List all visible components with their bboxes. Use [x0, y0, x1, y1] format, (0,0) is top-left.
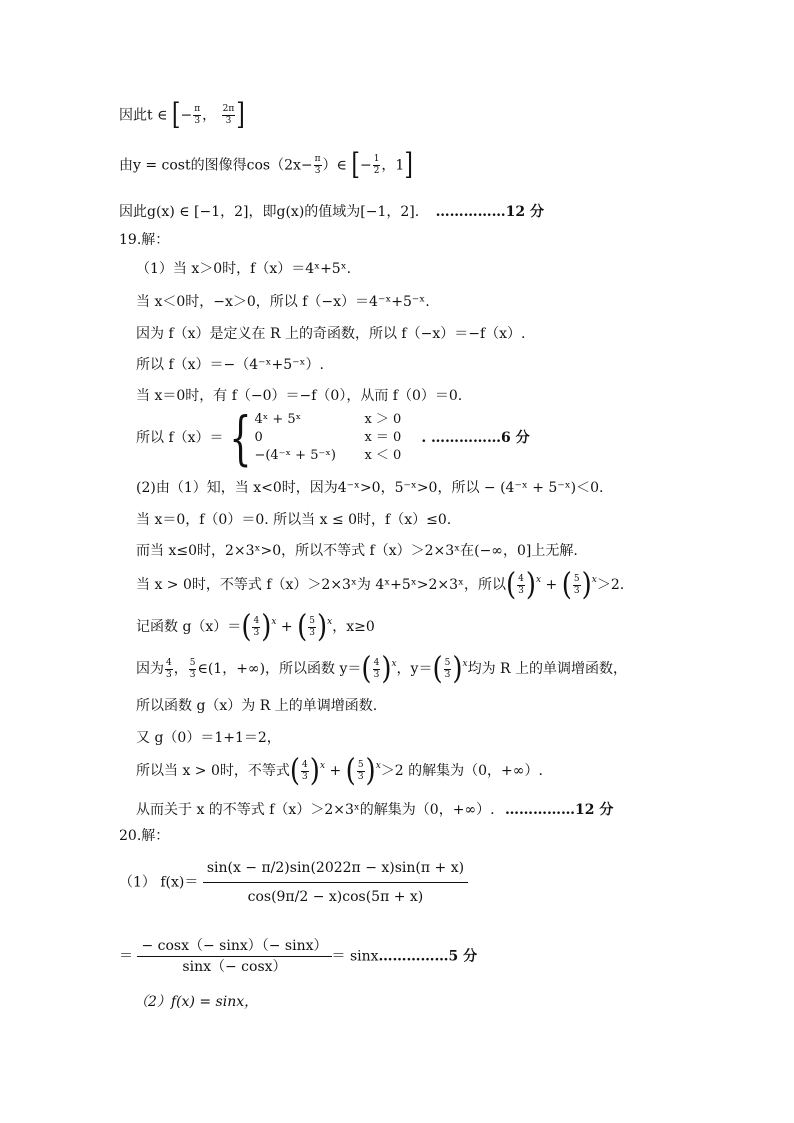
piecewise-cases: 4ˣ + 5ˣ x ＞ 0 0 x ＝ 0 −(4⁻ˣ + 5⁻ˣ) x ＜ 0 — [254, 412, 402, 463]
score-6: . ……………6 分 — [421, 430, 530, 446]
q19-step-9: 而当 x≤0时，2×3ˣ>0，所以不等式 f（x）＞2×3ˣ在(−∞，0]上无解. — [136, 543, 578, 559]
q19-step-3: 因为 f（x）是定义在 R 上的奇函数，所以 f（−x）＝−f（x）. — [136, 326, 526, 342]
frac-1-2: $\frac{1}{2}$ — [373, 154, 380, 176]
frac-pi-3b: $\frac{\pi}{3}$ — [314, 154, 321, 176]
frac-2pi-3: $\frac{2\pi}{3}$ — [222, 104, 235, 126]
q19-step-15: 所以当 x > 0时，不等式( $\frac{4}{3}$ )$^x$ + ( $\frac{5}{3}$ )$^x$＞2 的解集为（0，+∞）. — [136, 753, 543, 789]
q19-step-4: 所以 f（x）＝−（4⁻ˣ+5⁻ˣ）. — [136, 357, 324, 373]
bracket-left-2: [ — [351, 147, 360, 182]
q19-piecewise — [136, 404, 530, 472]
q20-step-3: （2）f(x) = sinx， — [134, 994, 259, 1010]
t-range-prefix: 因此t ∈ — [119, 107, 168, 124]
line-gx-range — [119, 202, 544, 222]
step11-suffix: ，x≥0 — [332, 619, 375, 635]
score-12-b: ……………12 分 — [505, 802, 614, 818]
step10-prefix: 当 x > 0时，不等式 f（x）＞2×3ˣ为 4ˣ+5ˣ>2×3ˣ，所以 — [136, 577, 506, 593]
q20-simplified-fraction: $\frac{- \cos x(- \sin x)(- \sin x)}{\sin x(- \cos x)}$ — [137, 936, 331, 977]
step11-prefix: 记函数 g（x）＝ — [136, 619, 242, 635]
line-t-range: 因此t ∈ [− $\frac{\pi}{3}$ ， $\frac{2\pi}{3}$ ] — [119, 97, 245, 132]
q19-step-5: 当 x＝0时，有 f（−0）＝−f（0），从而 f（0）＝0. — [136, 388, 463, 404]
q19-step-14: 又 g（0）＝1+1＝2， — [136, 730, 281, 746]
step10-suffix: ＞2. — [596, 577, 625, 593]
line-cos-range: 由y = cost的图像得cos（2x− $\frac{\pi}{3}$ ）∈ [− $\frac{1}{2}$ ，1] — [119, 147, 413, 182]
bracket-left: [ — [171, 97, 181, 132]
score-12-a: ……………12 分 — [435, 204, 545, 220]
q20-heading: 20.解： — [119, 828, 170, 844]
q19-step-12: 因为 $\frac{4}{3}$ ， $\frac{5}{3}$ ∈(1，+∞)，所以函数 y＝( $\frac{4}{3}$ )$^x$，y＝( $\frac{5}{3}$ )$^x$均为 R 上的单调增函数， — [136, 651, 628, 687]
q19-step-10: 当 x > 0时，不等式 f（x）＞2×3ˣ为 4ˣ+5ˣ>2×3ˣ，所以( $\frac{4}{3}$ )$^x$ + ( $\frac{5}{3}$ )$^x$＞2. — [136, 567, 625, 603]
frac-pi-3: $\frac{\pi}{3}$ — [194, 104, 201, 126]
q19-step-11: 记函数 g（x）＝( $\frac{4}{3}$ )$^x$ + ( $\frac{5}{3}$ )$^x$，x≥0 — [136, 609, 375, 645]
gx-range-text: 因此g(x) ∈ [−1，2]，即g(x)的值域为[−1，2]. — [119, 204, 420, 220]
q19-step-2: 当 x＜0时，−x＞0，所以 f（−x）＝4⁻ˣ+5⁻ˣ. — [136, 294, 430, 310]
q19-step-13: 所以函数 g（x）为 R 上的单调增函数. — [136, 698, 378, 714]
score-5: ……………5 分 — [378, 948, 478, 965]
piecewise-prefix: 所以 f（x）＝ — [136, 430, 224, 446]
q19-step-16: 从而关于 x 的不等式 f（x）＞2×3ˣ的解集为（0，+∞）. ……………12 分 — [136, 802, 614, 818]
bracket-right-2: ] — [404, 147, 413, 182]
q20-big-fraction: $\frac{\sin(x - \pi/2)\sin(2022\pi - x)\sin(\pi + x)}{\cos(9\pi/2 - x)\cos(5\pi + x)}$ — [203, 858, 468, 907]
cos-range-in: ）∈ — [322, 157, 347, 174]
piecewise-brace: { — [228, 404, 252, 472]
cos-range-prefix: 由y = cost的图像得cos（2x− — [119, 157, 313, 174]
q19-step-1: （1）当 x＞0时，f（x）＝4ˣ+5ˣ. — [136, 261, 352, 277]
q19-step-7: (2)由（1）知，当 x<0时，因为4⁻ˣ>0，5⁻ˣ>0，所以 − (4⁻ˣ + 5⁻ˣ)＜0. — [136, 480, 604, 496]
bracket-right: ] — [236, 97, 245, 132]
q20-step-1: （1） f(x)＝ $\frac{\sin(x - \pi/2)\sin(2022\pi - x)\sin(\pi + x)}{\cos(9\pi/2 - x)\cos(5\pi + x)}$ — [119, 858, 468, 918]
q20-step-2: ＝ $\frac{- \cos x(- \sin x)(- \sin x)}{\sin x(- \cos x)}$ ＝ sinx……………5 分 — [119, 938, 478, 975]
q19-heading: 19.解： — [119, 232, 170, 248]
q19-step-8: 当 x＝0，f（0）＝0. 所以当 x ≤ 0时，f（x）≤0. — [136, 512, 452, 528]
